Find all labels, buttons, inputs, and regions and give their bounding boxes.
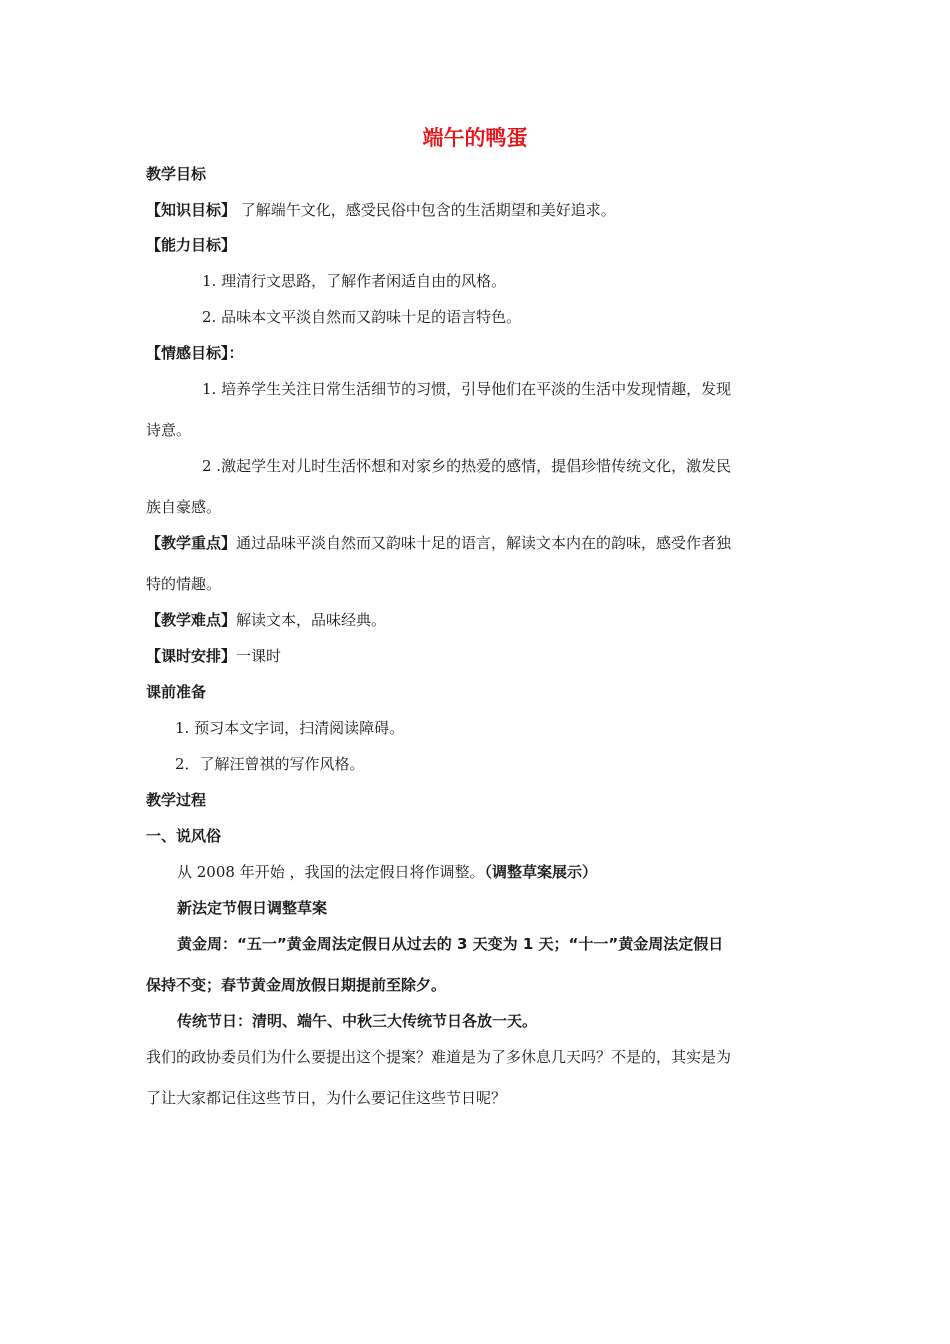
emotion-item-1-line2: 诗意。 <box>146 421 192 439</box>
part1-intro-text: 从 2008 年开始 ，我国的法定假日将作调整。 <box>177 863 485 881</box>
difficulty-label: 【教学难点】 <box>146 611 237 629</box>
difficulty-point <box>146 610 386 630</box>
part1-intro <box>177 862 597 882</box>
part1-intro-bold: （调整草案展示） <box>484 863 597 881</box>
golden-week-line1: 黄金周：“五一”黄金周法定假日从过去的 3 天变为 1 天；“十一”黄金周法定假日 <box>177 935 724 953</box>
key-label: 【教学重点】 <box>146 534 237 552</box>
difficulty-text: 解读文本，品味经典。 <box>236 611 387 629</box>
schedule-label: 【课时安排】 <box>146 647 237 665</box>
golden-week-line2: 保持不变；春节黄金周放假日期提前至除夕。 <box>146 976 447 994</box>
key-text-line1: 通过品味平淡自然而又韵味十足的语言，解读文本内在的韵味，感受作者独 <box>236 534 732 552</box>
emotion-item-2-line1: 2 .激起学生对儿时生活怀想和对家乡的热爱的感情，提倡珍惜传统文化，激发民 <box>202 457 732 475</box>
emotion-item-1-line1: 1. 培养学生关注日常生活细节的习惯，引导他们在平淡的生活中发现情趣，发现 <box>202 380 732 398</box>
question-line1: 我们的政协委员们为什么要提出这个提案？难道是为了多休息几天吗？不是的，其实是为 <box>146 1048 732 1066</box>
prep-item-2: 2．了解汪曾祺的写作风格。 <box>175 755 365 773</box>
schedule <box>146 646 281 666</box>
draft-title: 新法定节假日调整草案 <box>177 899 328 917</box>
knowledge-goal <box>146 200 616 220</box>
goals-heading: 教学目标 <box>146 165 207 183</box>
key-text-line2: 特的情趣。 <box>146 575 222 593</box>
ability-label: 【能力目标】 <box>146 236 237 254</box>
ability-item-2: 2. 品味本文平淡自然而又韵味十足的语言特色。 <box>202 308 522 326</box>
emotion-label: 【情感目标】： <box>146 344 244 362</box>
prep-item-1: 1. 预习本文字词，扫清阅读障碍。 <box>175 719 405 737</box>
traditional-festivals: 传统节日：清明、端午、中秋三大传统节日各放一天。 <box>177 1012 538 1030</box>
emotion-item-2-line2: 族自豪感。 <box>146 498 222 516</box>
key-point <box>146 533 731 553</box>
schedule-text: 一课时 <box>236 647 282 665</box>
part1-heading: 一、说风俗 <box>146 827 222 845</box>
knowledge-label: 【知识目标】 <box>146 201 237 219</box>
ability-item-1: 1. 理清行文思路，了解作者闲适自由的风格。 <box>202 272 507 290</box>
prep-heading: 课前准备 <box>146 683 207 701</box>
question-line2: 了让大家都记住这些节日，为什么要记住这些节日呢？ <box>146 1089 507 1107</box>
process-heading: 教学过程 <box>146 791 207 809</box>
knowledge-text: 了解端午文化，感受民俗中包含的生活期望和美好追求。 <box>236 201 616 219</box>
document-title: 端午的鸭蛋 <box>422 126 528 150</box>
